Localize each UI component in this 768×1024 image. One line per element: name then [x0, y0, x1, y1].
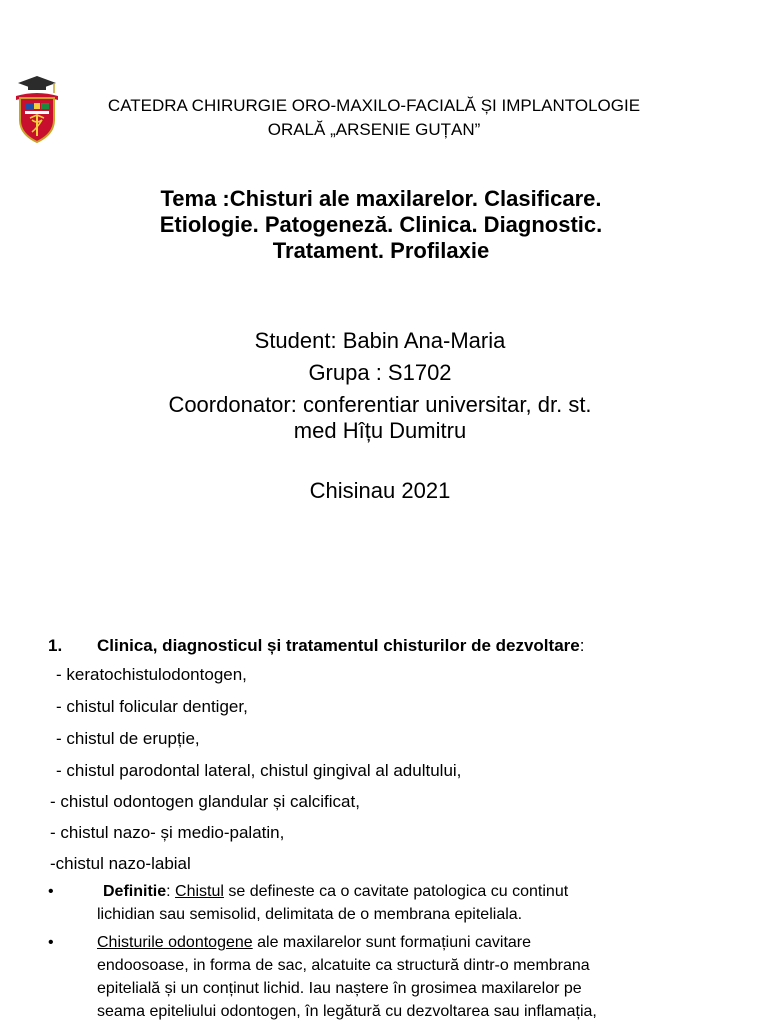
section-number: 1. — [48, 636, 63, 655]
list-item: - chistul parodontal lateral, chistul gingival al adultului, — [56, 761, 462, 780]
definition-text-1: se defineste ca o cavitate patologica cu continut — [223, 883, 569, 900]
topic-line-1: Tema :Chisturi ale maxilarelor. Clasificare. — [160, 186, 602, 211]
list-item: - chistul odontogen glandular și calcificat, — [50, 792, 360, 811]
bullet-dot: • — [48, 883, 54, 900]
list-item: -chistul nazo-labial — [50, 854, 191, 873]
list-item: - chistul folicular dentiger, — [56, 697, 248, 716]
department-header — [64, 94, 684, 142]
coordinator-line-2: med Hîțu Dumitru — [293, 418, 467, 443]
bullet-text — [97, 880, 748, 926]
list-item: - keratochistulodontogen, — [56, 665, 247, 684]
section-title-colon: : — [579, 636, 585, 655]
topic-line-3: Tratament. Profilaxie — [272, 238, 490, 263]
topic-line-2: Etiologie. Patogeneză. Clinica. Diagnostic. — [159, 212, 603, 237]
definition-term: Definitie — [103, 883, 167, 900]
definition-colon: : — [166, 883, 171, 900]
university-crest-icon — [14, 74, 60, 146]
definition-text-2: lichidian sau semisolid, delimitata de o membrana epiteliala. — [97, 906, 523, 923]
odontogenic-text-1: ale maxilarelor sunt formațiuni cavitare — [252, 934, 532, 951]
section-heading — [48, 634, 748, 658]
student-group: Grupa : S1702 — [308, 360, 452, 385]
definition-word: Chistul — [175, 883, 224, 900]
list-item: - chistul nazo- și medio-palatin, — [50, 823, 285, 842]
odontogenic-text-2: endoosoase, in forma de sac, alcatuite ca structură dintr-o membrana — [97, 957, 590, 974]
odontogenic-text-4: seama epiteliului odontogen, în legătură cu dezvoltarea sau inflamația, — [97, 1003, 597, 1020]
header-line-1: CATEDRA CHIRURGIE ORO-MAXILO-FACIALĂ ȘI IMPLANTOLOGIE — [107, 96, 641, 115]
coordinator — [80, 392, 680, 444]
bullet-dot: • — [48, 934, 54, 951]
bullet-odontogenic-cysts — [48, 931, 748, 1023]
bullet-definition — [48, 880, 748, 926]
coordinator-line-1: Coordonator: conferentiar universitar, dr. st. — [168, 392, 592, 417]
topic-title — [64, 186, 698, 264]
bullet-text — [97, 931, 748, 1023]
city-year: Chisinau 2021 — [309, 478, 451, 503]
list-item: - chistul de erupție, — [56, 729, 200, 748]
odontogenic-text-3: epitelială și un conținut lichid. Iau naștere în grosimea maxilarelor pe — [97, 980, 582, 997]
section-title: Clinica, diagnosticul și tratamentul chisturilor de dezvoltare — [97, 636, 580, 655]
odontogenic-term: Chisturile odontogene — [97, 934, 253, 951]
header-line-2: ORALĂ „ARSENIE GUȚAN” — [267, 120, 481, 139]
student-name: Student: Babin Ana-Maria — [254, 328, 506, 353]
